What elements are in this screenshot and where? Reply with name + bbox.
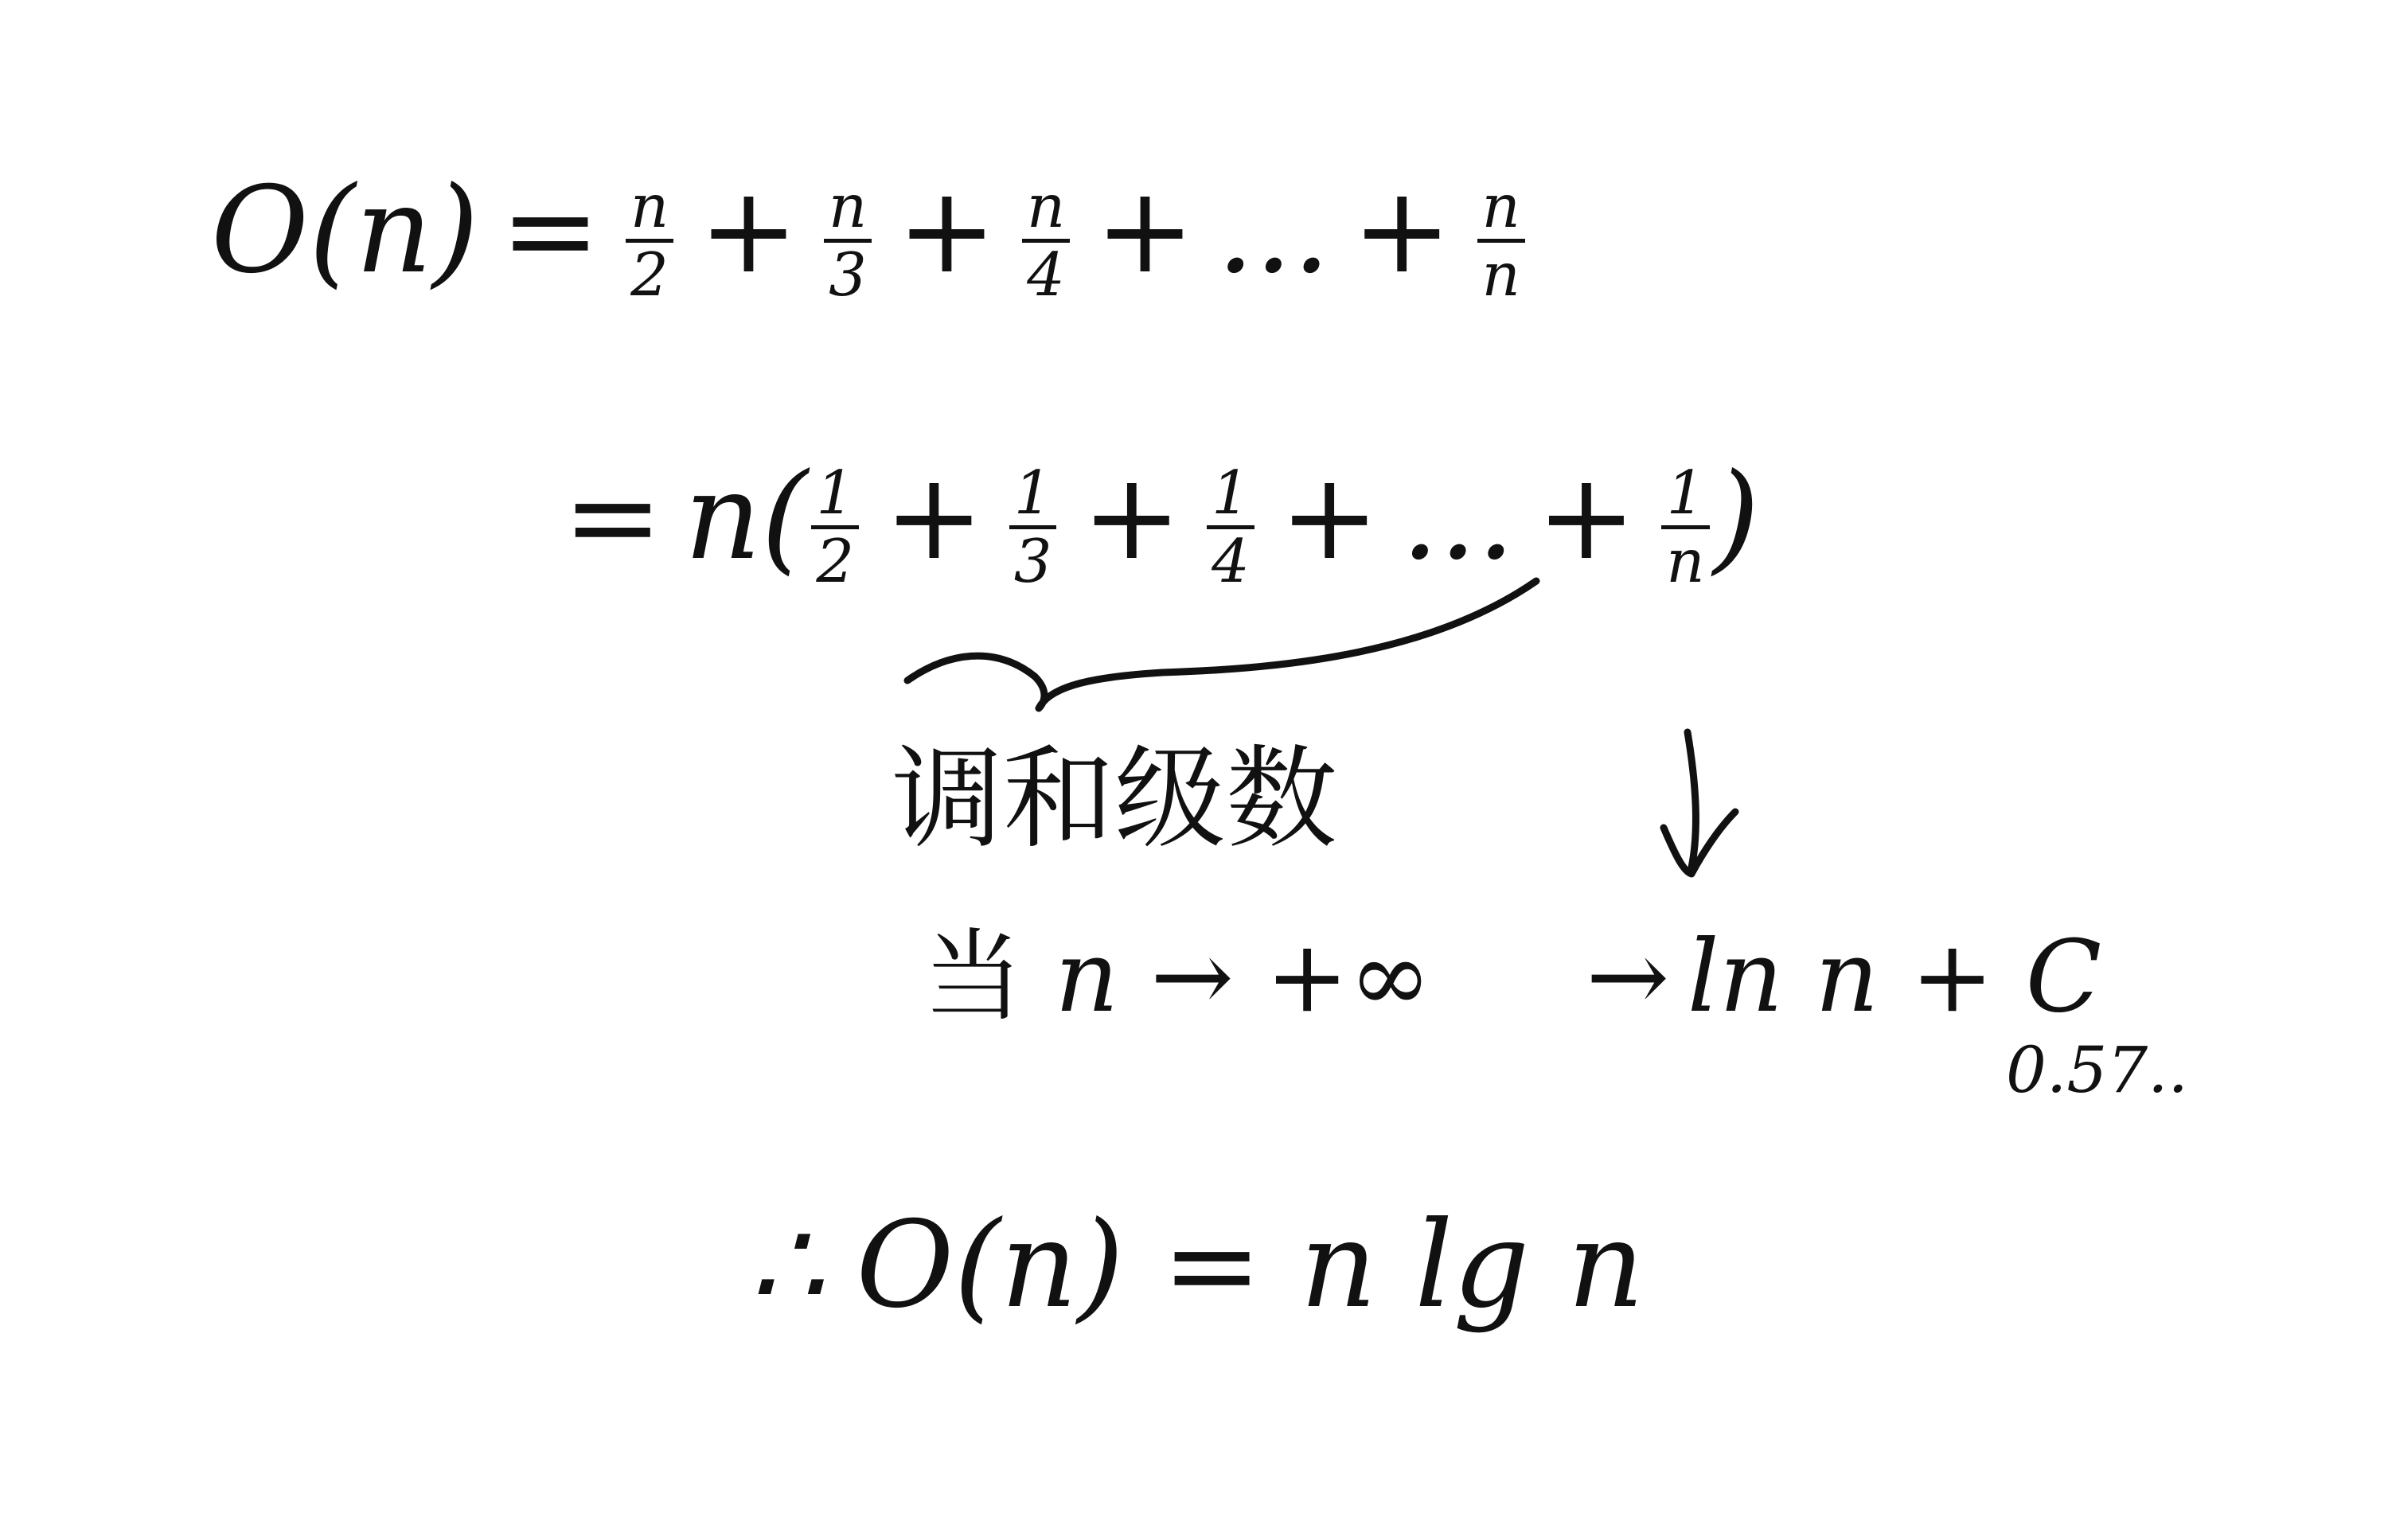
plus-sign: +	[896, 162, 997, 300]
down-arrow-icon	[1664, 732, 1735, 874]
factor-n: n(	[684, 448, 808, 587]
right-arrow: →	[1586, 919, 1670, 1035]
plus-sign: +	[1081, 448, 1182, 587]
fraction-term-1: n 2	[626, 177, 673, 305]
fraction-term-last: 1 n	[1661, 463, 1709, 591]
equals-sign: =	[500, 162, 601, 300]
close-paren: )	[1713, 448, 1760, 587]
fraction-term-3: n 4	[1022, 177, 1070, 305]
conclusion-expression: O(n) = n lg n	[856, 1196, 1645, 1335]
plus-sign: +	[884, 448, 985, 587]
fraction-term-2: 1 3	[1009, 463, 1057, 591]
plus-sign: +	[1352, 162, 1453, 300]
plus-sign: +	[698, 162, 799, 300]
ln-result: ln n + C	[1687, 919, 2102, 1035]
harmonic-series-label: 调和级数	[892, 735, 1338, 864]
equals-sign: =	[563, 448, 663, 587]
plus-sign: +	[1536, 448, 1637, 587]
fraction-term-3: 1 4	[1207, 463, 1254, 591]
when-label: 当	[923, 919, 1023, 1035]
underbrace-icon	[907, 581, 1536, 708]
plus-sign: +	[1279, 448, 1380, 587]
limit-result	[1568, 919, 2102, 1035]
fraction-term-1: 1 2	[811, 463, 859, 591]
ellipsis: ...	[1216, 162, 1331, 300]
ellipsis: ...	[1401, 448, 1516, 587]
euler-constant: 0.57..	[2006, 1033, 2188, 1107]
fraction-term-2: n 3	[824, 177, 872, 305]
lhs-expression: O(n)	[211, 162, 479, 300]
fraction-term-last: n n	[1477, 177, 1525, 305]
limit-condition	[923, 919, 1432, 1035]
plus-sign: +	[1094, 162, 1196, 300]
conclusion-line	[748, 1196, 1645, 1335]
therefore-symbol: ∴	[748, 1196, 825, 1335]
limit-expression: n → +∞	[1055, 919, 1432, 1035]
